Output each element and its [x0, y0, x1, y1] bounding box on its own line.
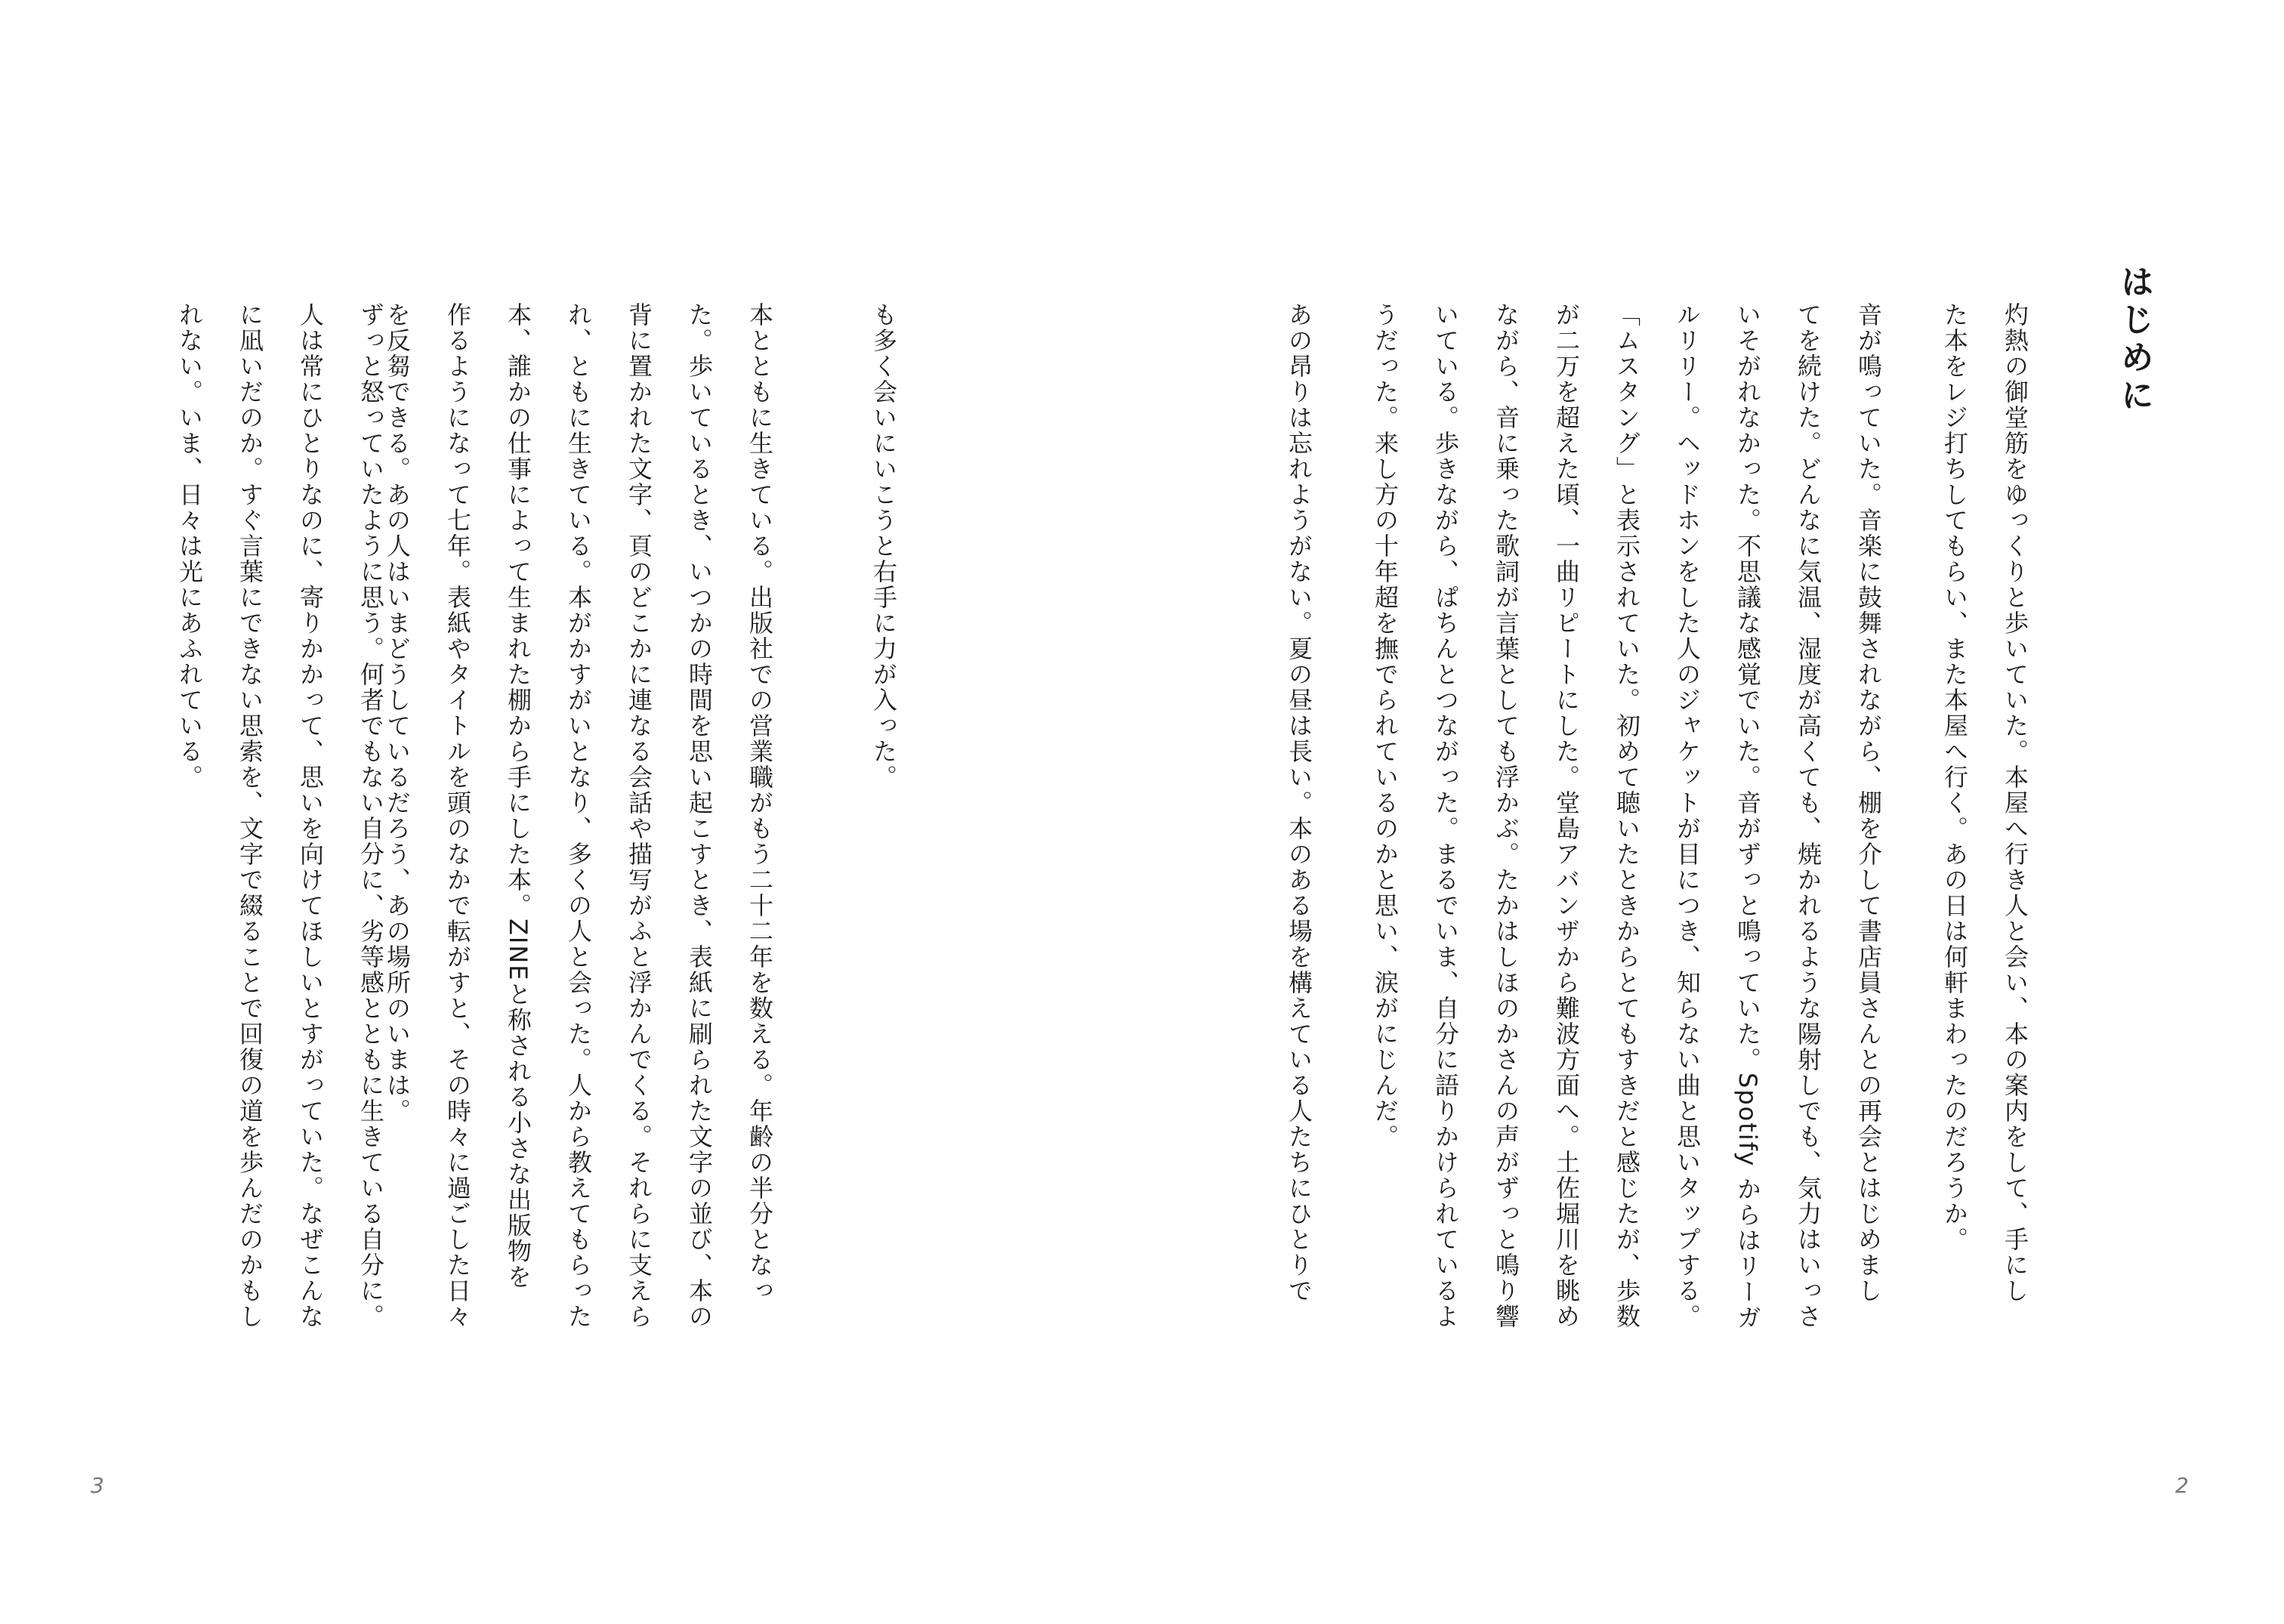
text-line: うだった。来し方の十年超を撫でられているのかと思い、涙がにじんだ。: [1371, 302, 1400, 1150]
right-body-text: [1285, 302, 2071, 1390]
text-line: 人は常にひとりなのに、寄りかかって、思いを向けてほしいとすがっていた。なぜこんな: [296, 302, 325, 1329]
text-line: も多く会いにいこうと右手に力が入った。: [869, 302, 898, 790]
text-line: ずっと怒っていたように思う。何者でもない自分に、劣等感とともに生きている自分に。: [356, 302, 385, 1329]
text-line: 本とともに生きている。出版社での営業職がもう二十二年を数える。年齢の半分となっ: [745, 302, 774, 1304]
text-line: あの昂りは忘れようがない。夏の昼は長い。本のある場を構えている人たちにひとりで: [1285, 302, 1313, 1304]
chapter-title: はじめに: [2115, 264, 2153, 415]
text-line: が二万を超えた頃、一曲リピートにした。堂島アバンザから難波方面へ。土佐堀川を眺め: [1552, 302, 1581, 1329]
right-page: [1142, 0, 2284, 1624]
text-line: に凪いだのか。すぐ言葉にできない思索を、文字で綴ることで回復の道を歩んだのかもし: [236, 302, 264, 1329]
text-line: いている。歩きながら、ぱちんとつながった。まるでいま、自分に語りかけられているよ: [1431, 302, 1460, 1329]
text-line: 「ムスタング」と表示されていた。初めて聴いたときからとてもすきだと感じたが、歩数: [1613, 302, 1641, 1329]
text-line: れ、ともに生きている。本がかすがいとなり、多くの人と会った。人から教えてもらった: [564, 302, 593, 1329]
text-line: 作るようになって七年。表紙やタイトルを頭のなかで転がすと、その時々に過ごした日々: [443, 302, 472, 1329]
text-line: 背に置かれた文字、頁のどこかに連なる会話や描写がふと浮かんでくる。それらに支えら: [625, 302, 653, 1329]
text-line: ながら、音に乗った歌詞が言葉としても浮かぶ。たかはしほのかさんの声がずっと鳴り響: [1492, 302, 1520, 1329]
page-number: 3: [91, 1473, 104, 1498]
text-line: 本、誰かの仕事によって生まれた棚から手にした本。ZINEと称される小さな出版物を: [504, 302, 532, 1290]
page-number: 2: [2175, 1473, 2189, 1498]
text-line: 音が鳴っていた。音楽に鼓舞されながら、棚を介して書店員さんとの再会とはじめまし: [1854, 302, 1883, 1304]
text-line: た。歩いているとき、いつかの時間を思い起こすとき、表紙に刷られた文字の並び、本の: [685, 302, 714, 1329]
text-line: た本をレジ打ちしてもらい、また本屋へ行く。あの日は何軒まわったのだろうか。: [1940, 302, 1969, 1252]
text-line: 灼熱の御堂筋をゆっくりと歩いていた。本屋へ行き人と会い、本の案内をして、手にし: [2001, 302, 2029, 1304]
left-paragraph-2: [383, 302, 816, 1329]
text-line: いそがれなかった。不思議な感覚でいた。音がずっと鳴っていた。Spotify からはリーガ: [1733, 302, 1762, 1331]
text-line: ルリリー。ヘッドホンをした人のジャケットが目につき、知らない曲と思いタップする。: [1673, 302, 1702, 1329]
left-paragraph-3: [175, 302, 427, 1329]
text-line: てを続けた。どんなに気温、湿度が高くても、焼かれるような陽射しでも、気力はいっさ: [1794, 302, 1823, 1329]
text-line: れない。いま、日々は光にあふれている。: [175, 302, 204, 790]
text-line: を反芻できる。あの人はいまどうしているだろう、あの場所のいまは。: [383, 302, 412, 1124]
